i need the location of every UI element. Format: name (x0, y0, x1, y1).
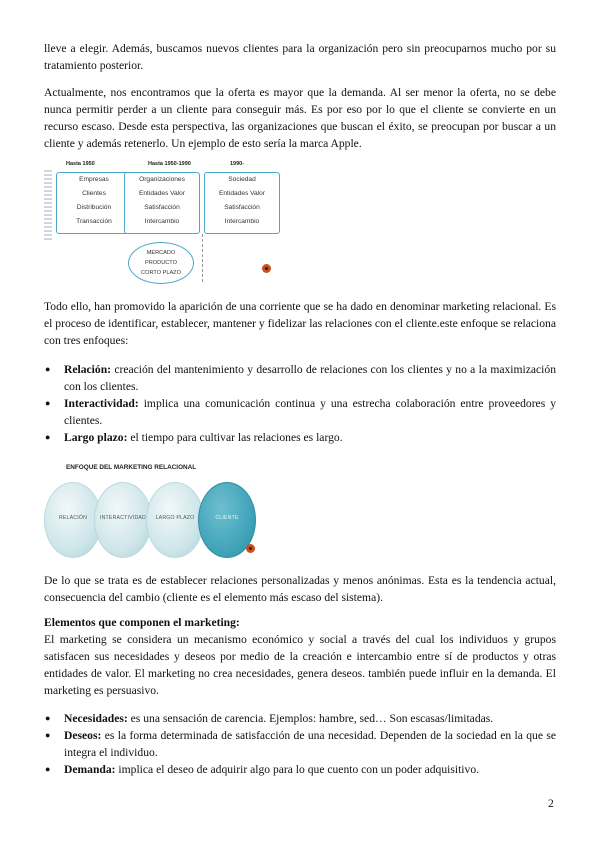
paragraph-personalizadas (44, 572, 556, 606)
list-text: implica una comunicación continua y una estrecha colaboración entre proveedores y clientes. (64, 397, 556, 427)
list-text: creación del mantenimiento y desarrollo de relaciones con los clientes y no a la maximización con los clientes. (64, 363, 556, 393)
ellipse-line: MERCADO (146, 250, 176, 256)
list-term: Demanda: (64, 763, 116, 776)
box-item: Entidades Valor (218, 190, 266, 197)
paragraph-intro (44, 40, 556, 74)
list-item (44, 727, 556, 761)
market-ellipse (128, 242, 194, 284)
logo-icon (246, 544, 255, 553)
diagram-title: ENFOQUE DEL MARKETING RELACIONAL (66, 464, 197, 471)
paragraph-text: Actualmente, nos encontramos que la oferta es mayor que la demanda. Al ser menor la oferta, no se debe nunca permitir perder a un cliente para conseguir más. Es por eso por lo que el cliente se convierte en un recurso escaso. Desde esta perspectiva, las organizaciones que buscan el éxito, se preocupan por buscar a un cliente y además retenerlo. Un ejemplo de esto sería la marca Apple. (44, 86, 556, 150)
list-text: es una sensación de carencia. Ejemplos: hambre, sed… Son escasas/limitadas. (127, 712, 494, 725)
paragraph-todo-ello (44, 298, 556, 349)
box-item: Distribución (76, 204, 112, 211)
ellipse-line: PRODUCTO (145, 260, 177, 266)
box-item: Transacción (76, 218, 112, 225)
circle-interactividad (94, 482, 152, 558)
column-box (204, 172, 280, 234)
list-item (44, 710, 556, 727)
circle-label: INTERACTIVIDAD (99, 515, 147, 521)
list-item (44, 361, 556, 395)
list-term: Largo plazo: (64, 431, 128, 444)
box-item: Entidades Valor (138, 190, 186, 197)
circle-label: RELACIÓN (58, 515, 88, 521)
column-box (56, 172, 132, 234)
list-text: el tiempo para cultivar las relaciones es largo. (127, 431, 343, 444)
list-term: Relación: (64, 363, 112, 376)
marketing-evolution-diagram (44, 160, 280, 288)
list-item (44, 429, 556, 446)
box-item: Satisfacción (224, 204, 260, 211)
list-term: Interactividad: (64, 397, 139, 410)
paragraph-text: De lo que se trata es de establecer relaciones personalizadas y menos anónimas. Esta es la tendencia actual, consecuencia del cambio (cliente es el elemento más escaso del sistema). (44, 574, 556, 604)
circle-label: LARGO PLAZO (155, 515, 195, 521)
box-item: Clientes (82, 190, 106, 197)
circle-label: CLIENTE (215, 515, 239, 521)
list-term: Necesidades: (64, 712, 128, 725)
paragraph-text: El marketing se considera un mecanismo económico y social a través del cual los individuos y grupos satisfacen sus necesidades y deseos por medio de la creación e intercambio entre sí de productos y otras entidades de valor. El marketing no crea necesidades, genera deseos. también puede influir en la demanda. El marketing es persuasivo. (44, 633, 556, 697)
list-item (44, 395, 556, 429)
relational-marketing-diagram (44, 460, 260, 556)
ellipse-line: CORTO PLAZO (141, 270, 181, 276)
diagram-sidebar (44, 170, 52, 240)
box-item: Satisfacción (144, 204, 180, 211)
box-item: Intercambio (224, 218, 260, 225)
divider-line (202, 234, 203, 282)
column-heading: 1990- (230, 161, 245, 167)
paragraph-actualmente (44, 84, 556, 152)
circle-largo-plazo (146, 482, 204, 558)
list-term: Deseos: (64, 729, 102, 742)
paragraph-text: lleve a elegir. Además, buscamos nuevos clientes para la organización pero sin preocuparnos mucho por su tratamiento posterior. (44, 42, 556, 72)
list-text: implica el deseo de adquirir algo para lo que cuento con un poder adquisitivo. (115, 763, 480, 776)
enfoques-list (44, 361, 556, 446)
box-item: Sociedad (228, 176, 256, 183)
paragraph-text: Todo ello, han promovido la aparición de una corriente que se ha dado en denominar marketing relacional. Es el proceso de identificar, establecer, mantener y fidelizar las relaciones con el cliente.este enfoque se relaciona con tres enfoques: (44, 300, 556, 347)
page-number: 2 (548, 797, 554, 810)
column-heading: Hasta 1950-1990 (148, 161, 191, 167)
box-item: Organizaciones (139, 176, 185, 183)
list-text: es la forma determinada de satisfacción de una necesidad. Dependen de la sociedad en la que se integra el individuo. (64, 729, 556, 759)
section-heading: Elementos que componen el marketing: (44, 616, 240, 629)
column-heading: Hasta 1950 (66, 161, 95, 167)
list-item (44, 761, 556, 778)
elementos-list (44, 710, 556, 778)
box-item: Empresas (79, 176, 109, 183)
column-box (124, 172, 200, 234)
logo-icon (262, 264, 271, 273)
box-item: Intercambio (144, 218, 180, 225)
section-elementos (44, 614, 556, 699)
